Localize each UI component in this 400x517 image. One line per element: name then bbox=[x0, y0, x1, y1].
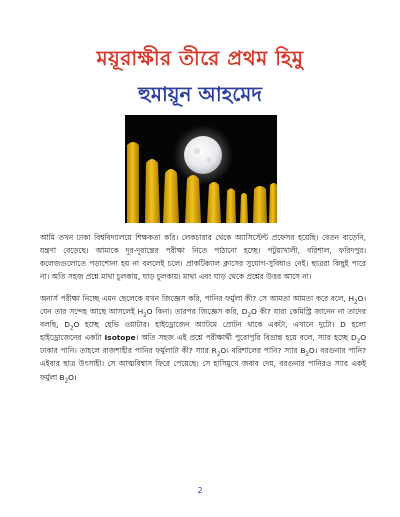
paragraph-2: অনার্স পরীক্ষা নিচ্ছে এমন ছেলেকে যখন জিজ্ঞেস করি, পানির ফর্মুলা কী? সে আমতা আমতা করে বলে, $H_2O।$ যেন তার সন্দেহ আছে আসলেই $H_2O$ কিনা। তারপর জিজ্ঞেস করি, $D_2O$ কী? যারা কেমিস্ট্রি জানেন না তাদের বলছি, $D_2O$ হচ্ছে হেভি ওয়াটার। হাইড্রোজেন অ্যাটমে প্রোটন থাকে একটা, এখানে দুটো। D হলো হাইড্রোজেনের একটা Isotope। অতি সহজ এই প্রশ্নে পরীক্ষার্থী পুরোপুরি বিভ্রান্ত হয়ে বলে, স্যার হচ্ছে $D_2O$ ঢাকার পানি। তাহলে রাজশাহীর পানির ফর্মুলাটা কী? স্যার $R_2O।$ বরিশালের পানি? স্যার $B_2O।$ বরগুনার পানি? এইবার ছাত্র উৎসাহী। সে আত্মবিশ্বাস ফিরে পেয়েছে। সে হাসিমুখে জবাব দেয়, বরগুনার পানিরও স্যার একই ফর্মুলা $B_2O।$ bbox=[40, 294, 367, 385]
paragraph-1: আমি তখন ঢাকা বিশ্ববিদ্যালয়ে শিক্ষকতা করি। লেকচারার থেকে অ্যাসিস্টেন্ট প্রফেসর হয়েছি। বেতন বাড়েনি, যন্ত্রণা বেড়েছে। আমাকে দূর-দূরান্তের পরীক্ষা নিতে পাঠানো হচ্ছে। পটুয়াখালী, বরিশাল, ফরিদপুর। কলেজগুলোতে পড়াশোনা হয় না বললেই চলে। প্রাকটিক্যাল ক্লাসের সুযোগ-সুবিধাও নেই। ছাত্ররা কিছুই পারে না। অতি সহজ প্রশ্নে মাথা চুলকায়, ঘাড় চুলকায়। মাথা এবং ঘাড় থেকে প্রশ্নের উত্তর আসে না। bbox=[40, 233, 366, 282]
moon-illustration bbox=[125, 115, 277, 223]
page-number: 2 bbox=[197, 486, 203, 495]
moonlit-figures-image bbox=[125, 115, 277, 223]
author-name: হুমায়ূন আহমেদ bbox=[138, 82, 262, 106]
isotope-term: Isotope bbox=[104, 333, 136, 343]
book-title: ময়ূরাক্ষীর তীরে প্রথম হিমু bbox=[96, 46, 304, 70]
